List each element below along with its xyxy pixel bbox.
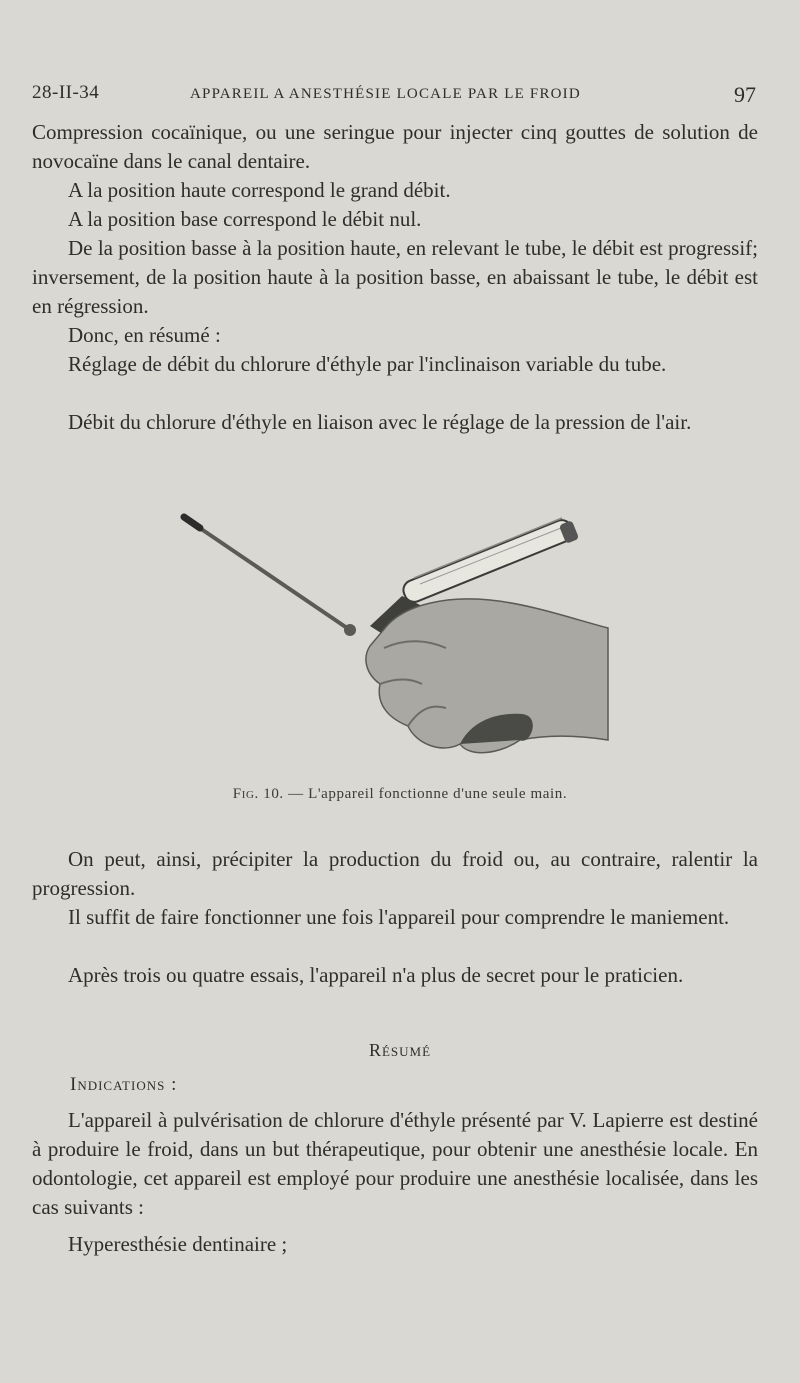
nozzle-tip bbox=[184, 517, 200, 528]
page-number: 97 bbox=[734, 82, 756, 107]
figure-label: Fig. 10. bbox=[232, 786, 284, 802]
paragraph-precipiter: On peut, ainsi, précipiter la production du froid ou, au contraire, ralentir la progression. bbox=[32, 847, 758, 900]
paragraph-position-haute: A la position haute correspond le grand débit. bbox=[68, 178, 451, 202]
figure-caption bbox=[0, 786, 800, 803]
running-header bbox=[32, 82, 756, 112]
subheading-indications: Indications : bbox=[70, 1074, 178, 1095]
paragraph-summary: L'appareil à pulvérisation de chlorure d'éthyle présenté par V. Lapierre est destiné à produire le froid, dans un but thérapeutique, pour obtenir une anesthésie locale. En odontologie, cet appareil est employé pour produire une anesthésie localisée, dans les cas suivants : bbox=[32, 1108, 758, 1219]
section-heading-resume: Résumé bbox=[368, 1040, 432, 1060]
nozzle-tube bbox=[188, 520, 350, 630]
header-date: 28-II-34 bbox=[32, 82, 100, 103]
paragraph-reglage-debit: Réglage de débit du chlorure d'éthyle par l'inclinaison variable du tube. bbox=[68, 352, 667, 376]
paragraph-position-base: A la position base correspond le débit nul. bbox=[68, 207, 422, 231]
nozzle-joint bbox=[344, 624, 356, 636]
apparatus-hand-figure bbox=[170, 508, 620, 778]
figure-caption-text: — L'appareil fonctionne d'une seule main. bbox=[288, 786, 568, 802]
paragraph-essais: Après trois ou quatre essais, l'appareil n'a plus de secret pour le praticien. bbox=[68, 963, 684, 987]
paragraph-resume-intro: Donc, en résumé : bbox=[68, 323, 221, 347]
paragraph-progressif: De la position basse à la position haute, en relevant le tube, le débit est progressif; inversement, de la position haute à la position basse, en abaissant le tube, le débit est en régression. bbox=[32, 236, 758, 318]
paragraph-maniement: Il suffit de faire fonctionner une fois l'appareil pour comprendre le maniement. bbox=[68, 905, 730, 929]
paragraph-compression: Compression cocaïnique, ou une seringue pour injecter cinq gouttes de solution de novocaïne dans le canal dentaire. bbox=[32, 120, 758, 173]
paragraph-debit-pression: Débit du chlorure d'éthyle en liaison avec le réglage de la pression de l'air. bbox=[68, 410, 692, 434]
paragraph-hyperesthesie: Hyperesthésie dentinaire ; bbox=[68, 1232, 288, 1256]
header-running-title: APPAREIL A ANESTHÉSIE LOCALE PAR LE FROID bbox=[190, 86, 581, 102]
glass-cylinder bbox=[400, 517, 579, 605]
